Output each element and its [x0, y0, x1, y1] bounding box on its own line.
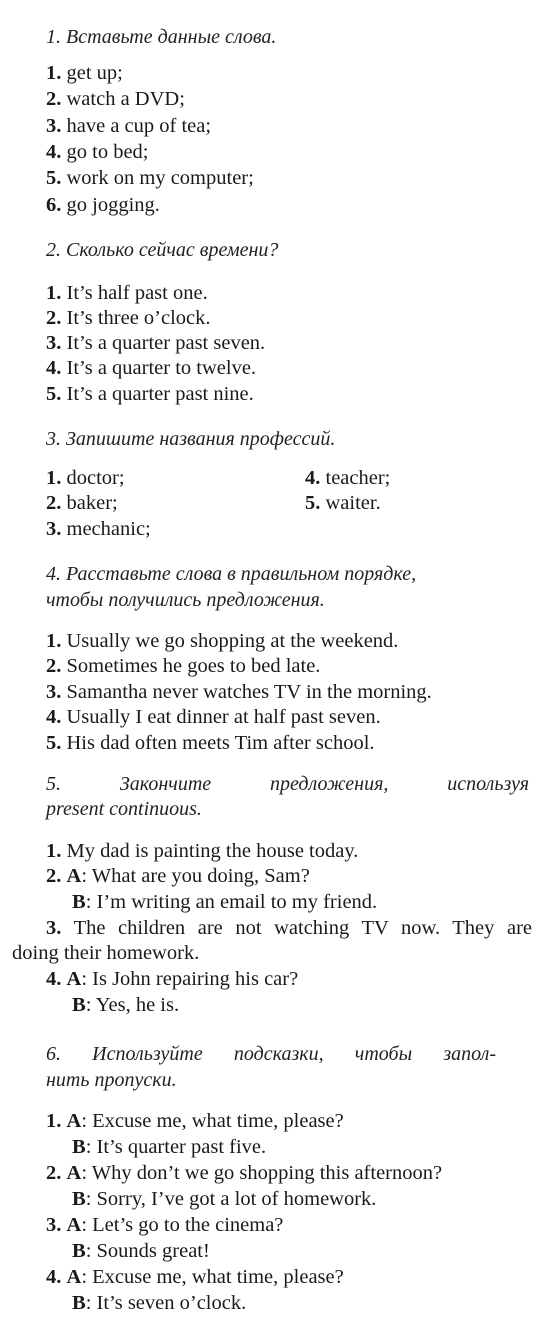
item-number: 5.	[46, 383, 62, 405]
list-item	[46, 383, 254, 406]
item-number: 1.	[46, 62, 62, 84]
dialogue-text: : I’m writing an email to my friend.	[85, 891, 378, 913]
list-item	[46, 307, 211, 330]
item-number: 2.	[46, 1162, 62, 1184]
section-1-heading: 1. Вставьте данные слова.	[46, 26, 277, 48]
item-number: 5.	[46, 167, 62, 189]
list-item	[46, 194, 160, 217]
dialogue-text: : Sorry, I’ve got a lot of homework.	[85, 1188, 377, 1210]
dialogue-line-b	[72, 1240, 210, 1263]
section-5-heading-line-2: present continuous.	[46, 798, 202, 820]
list-item	[46, 282, 208, 305]
item-number: 4.	[46, 1266, 62, 1288]
list-item	[46, 630, 398, 653]
dialogue-line-a	[46, 1266, 344, 1289]
item-number: 1.	[46, 282, 62, 304]
list-item	[46, 88, 185, 111]
speaker-b: B	[72, 994, 86, 1016]
speaker-a: A	[66, 1266, 82, 1288]
speaker-b: B	[72, 1188, 86, 1210]
speaker-a: A	[66, 1214, 82, 1236]
item-number: 5.	[46, 732, 62, 754]
section-2-heading: 2. Сколько сейчас времени?	[46, 239, 279, 261]
dialogue-text: : Why don’t we go shopping this afternoon?	[81, 1162, 443, 1184]
item-text: work on my computer;	[66, 167, 254, 189]
speaker-a: A	[66, 865, 82, 887]
item-number: 1.	[46, 840, 62, 862]
list-item	[46, 332, 265, 355]
item-text: It’s a quarter past nine.	[66, 383, 254, 405]
item-text: It’s three o’clock.	[66, 307, 211, 329]
list-item	[46, 492, 118, 515]
item-text: go to bed;	[66, 141, 149, 163]
item-number: 2.	[46, 492, 62, 514]
dialogue-text: : It’s quarter past five.	[85, 1136, 267, 1158]
item-text: teacher;	[325, 467, 391, 489]
item-number: 2.	[46, 865, 62, 887]
dialogue-line-a	[46, 865, 310, 888]
item-number: 1.	[46, 467, 62, 489]
list-item-continuation: doing their homework.	[12, 942, 200, 964]
dialogue-line-b	[72, 1136, 266, 1159]
list-item	[46, 840, 358, 863]
dialogue-line-b	[72, 1292, 246, 1315]
item-number: 1.	[46, 630, 62, 652]
item-text: Samantha never watches TV in the morning.	[66, 681, 432, 703]
dialogue-line-b	[72, 994, 179, 1017]
item-text: Usually we go shopping at the weekend.	[66, 630, 399, 652]
dialogue-line-a	[46, 1110, 344, 1133]
section-6-heading-line-2: нить пропуски.	[46, 1069, 177, 1091]
item-number: 2.	[46, 88, 62, 110]
list-item	[46, 467, 125, 490]
item-number: 2.	[46, 655, 62, 677]
dialogue-line-a	[46, 1162, 442, 1185]
item-text: My dad is painting the house today.	[66, 840, 359, 862]
item-number: 6.	[46, 194, 62, 216]
item-text: baker;	[66, 492, 118, 514]
item-text: mechanic;	[66, 518, 151, 540]
speaker-a: A	[66, 1110, 82, 1132]
item-text: It’s a quarter to twelve.	[66, 357, 257, 379]
section-6-heading-line-1: 6. Используйте подсказки, чтобы запол-	[46, 1043, 496, 1065]
item-text: It’s half past one.	[66, 282, 208, 304]
list-item	[46, 681, 432, 704]
speaker-b: B	[72, 891, 86, 913]
speaker-b: B	[72, 1136, 86, 1158]
item-text: have a cup of tea;	[66, 115, 212, 137]
section-4-heading-line-2: чтобы получились предложения.	[46, 589, 325, 611]
item-number: 1.	[46, 1110, 62, 1132]
item-number: 3.	[46, 1214, 62, 1236]
dialogue-text: : Excuse me, what time, please?	[81, 1110, 344, 1132]
list-item	[305, 492, 381, 515]
dialogue-text: : It’s seven o’clock.	[85, 1292, 247, 1314]
list-item	[305, 467, 390, 490]
list-item	[46, 518, 151, 541]
dialogue-text: : Let’s go to the cinema?	[81, 1214, 284, 1236]
item-number: 5.	[305, 492, 321, 514]
speaker-b: B	[72, 1240, 86, 1262]
dialogue-text: : Sounds great!	[85, 1240, 210, 1262]
section-3-heading: 3. Запишите названия профессий.	[46, 428, 336, 450]
item-text: Usually I eat dinner at half past seven.	[66, 706, 381, 728]
item-number: 3.	[46, 917, 62, 939]
item-text: watch a DVD;	[66, 88, 185, 110]
item-number: 4.	[46, 141, 62, 163]
item-text: His dad often meets Tim after school.	[66, 732, 375, 754]
list-item	[46, 167, 254, 190]
item-text: The children are not watching TV now. They are	[73, 917, 532, 939]
list-item	[46, 115, 211, 138]
item-text: go jogging.	[66, 194, 160, 216]
speaker-a: A	[66, 968, 82, 990]
item-text: get up;	[66, 62, 123, 84]
speaker-a: A	[66, 1162, 82, 1184]
dialogue-text: : Is John repairing his car?	[81, 968, 299, 990]
speaker-b: B	[72, 1292, 86, 1314]
dialogue-line-a	[46, 968, 298, 991]
item-text: doctor;	[66, 467, 125, 489]
list-item	[46, 655, 320, 678]
item-number: 4.	[305, 467, 321, 489]
list-item	[46, 917, 532, 940]
list-item	[46, 141, 149, 164]
dialogue-line-b	[72, 1188, 376, 1211]
dialogue-text: : What are you doing, Sam?	[81, 865, 310, 887]
item-number: 4.	[46, 357, 62, 379]
item-number: 3.	[46, 115, 62, 137]
list-item	[46, 732, 375, 755]
dialogue-text: : Excuse me, what time, please?	[81, 1266, 344, 1288]
item-number: 4.	[46, 706, 62, 728]
list-item	[46, 706, 381, 729]
item-text: It’s a quarter past seven.	[66, 332, 266, 354]
dialogue-line-b	[72, 891, 377, 914]
list-item	[46, 357, 256, 380]
item-number: 3.	[46, 332, 62, 354]
item-number: 4.	[46, 968, 62, 990]
section-5-heading-line-1: 5. Закончите предложения, используя	[46, 773, 529, 795]
section-4-heading-line-1: 4. Расставьте слова в правильном порядке,	[46, 563, 417, 585]
item-number: 3.	[46, 518, 62, 540]
item-text: waiter.	[325, 492, 381, 514]
dialogue-text: : Yes, he is.	[85, 994, 180, 1016]
dialogue-line-a	[46, 1214, 283, 1237]
item-number: 2.	[46, 307, 62, 329]
item-number: 3.	[46, 681, 62, 703]
item-text: Sometimes he goes to bed late.	[66, 655, 321, 677]
list-item	[46, 62, 123, 85]
